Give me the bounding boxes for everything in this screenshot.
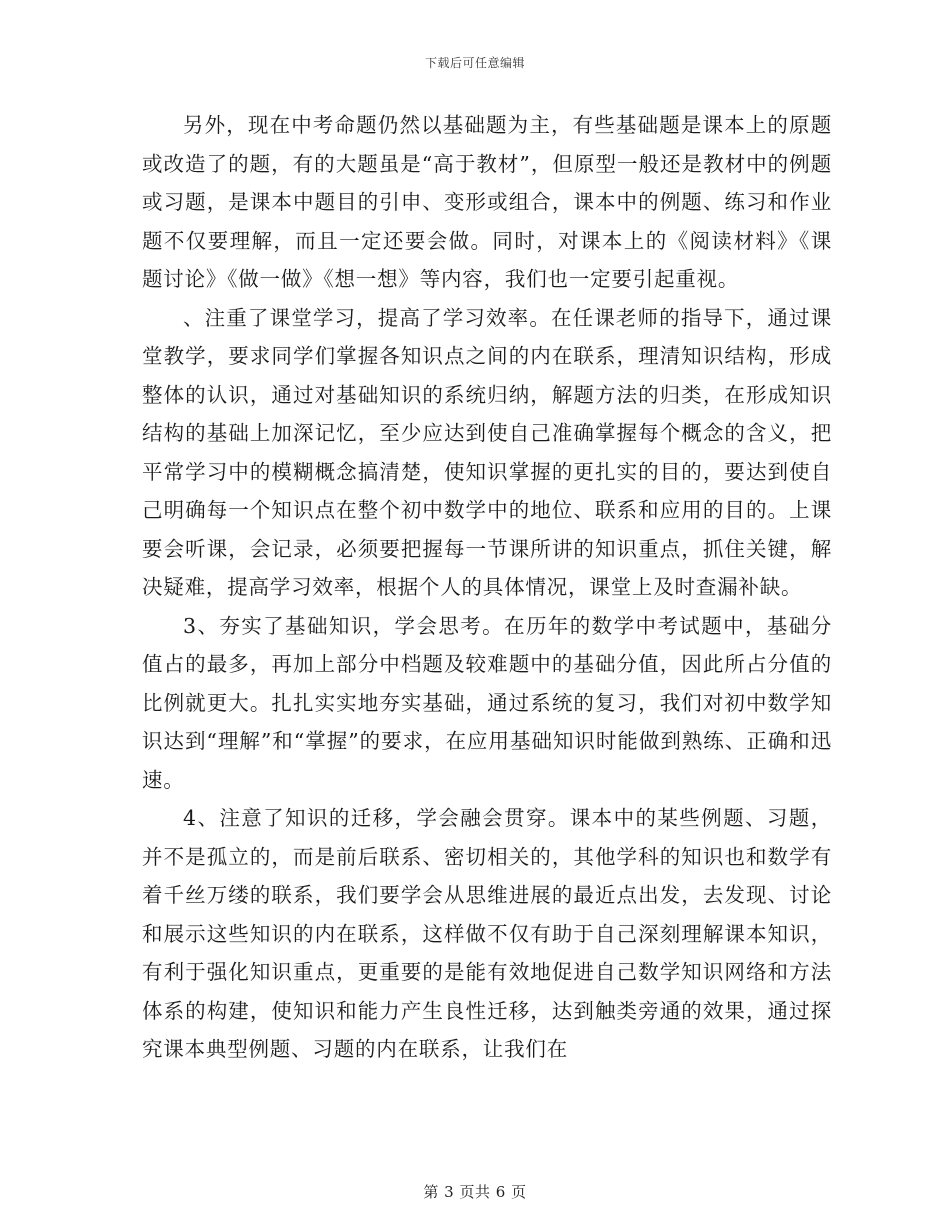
page-footer: 第 3 页共 6 页 (423, 1183, 527, 1201)
document-body (142, 106, 832, 1069)
paragraph-3: 3、夯实了基础知识，学会思考。在历年的数学中考试题中，基础分值占的最多，再加上部分中档题及较难题中的基础分值，因此所占分值的比例就更大。扎扎实实地夯实基础，通过系统的复习，我们对初中数学知识达到“理解”和“掌握”的要求，在应用基础知识时能做到熟练、正确和迅速。 (142, 613, 832, 792)
paragraph-4: 4、注意了知识的迁移，学会融会贯穿。课本中的某些例题、习题，并不是孤立的，而是前后联系、密切相关的，其他学科的知识也和数学有着千丝万缕的联系，我们要学会从思维进展的最近点出发，去发现、讨论和展示这些知识的内在联系，这样做不仅有助于自己深刻理解课本知识，有利于强化知识重点，更重要的是能有效地促进自己数学知识网络和方法体系的构建，使知识和能力产生良性迁移，达到触类旁通的效果，通过探究课本典型例题、习题的内在联系，让我们在 (142, 806, 832, 1061)
paragraph-1: 另外，现在中考命题仍然以基础题为主，有些基础题是课本上的原题或改造了的题，有的大题虽是“高于教材”，但原型一般还是教材中的例题或习题，是课本中题目的引申、变形或组合，课本中的例题、练习和作业题不仅要理解，而且一定还要会做。同时，对课本上的《阅读材料》《课题讨论》《做一做》《想一想》等内容，我们也一定要引起重视。 (142, 113, 832, 291)
paragraph-2: 、注重了课堂学习，提高了学习效率。在任课老师的指导下，通过课堂教学，要求同学们掌握各知识点之间的内在联系，理清知识结构，形成整体的认识，通过对基础知识的系统归纳，解题方法的归类，在形成知识结构的基础上加深记忆，至少应达到使自己准确掌握每个概念的含义，把平常学习中的模糊概念搞清楚，使知识掌握的更扎实的目的，要达到使自己明确每一个知识点在整个初中数学中的地位、联系和应用的目的。上课要会听课，会记录，必须要把握每一节课所讲的知识重点，抓住关键，解决疑难，提高学习效率，根据个人的具体情况，课堂上及时查漏补缺。 (142, 305, 832, 599)
page-header: 下载后可任意编辑 (424, 56, 525, 70)
